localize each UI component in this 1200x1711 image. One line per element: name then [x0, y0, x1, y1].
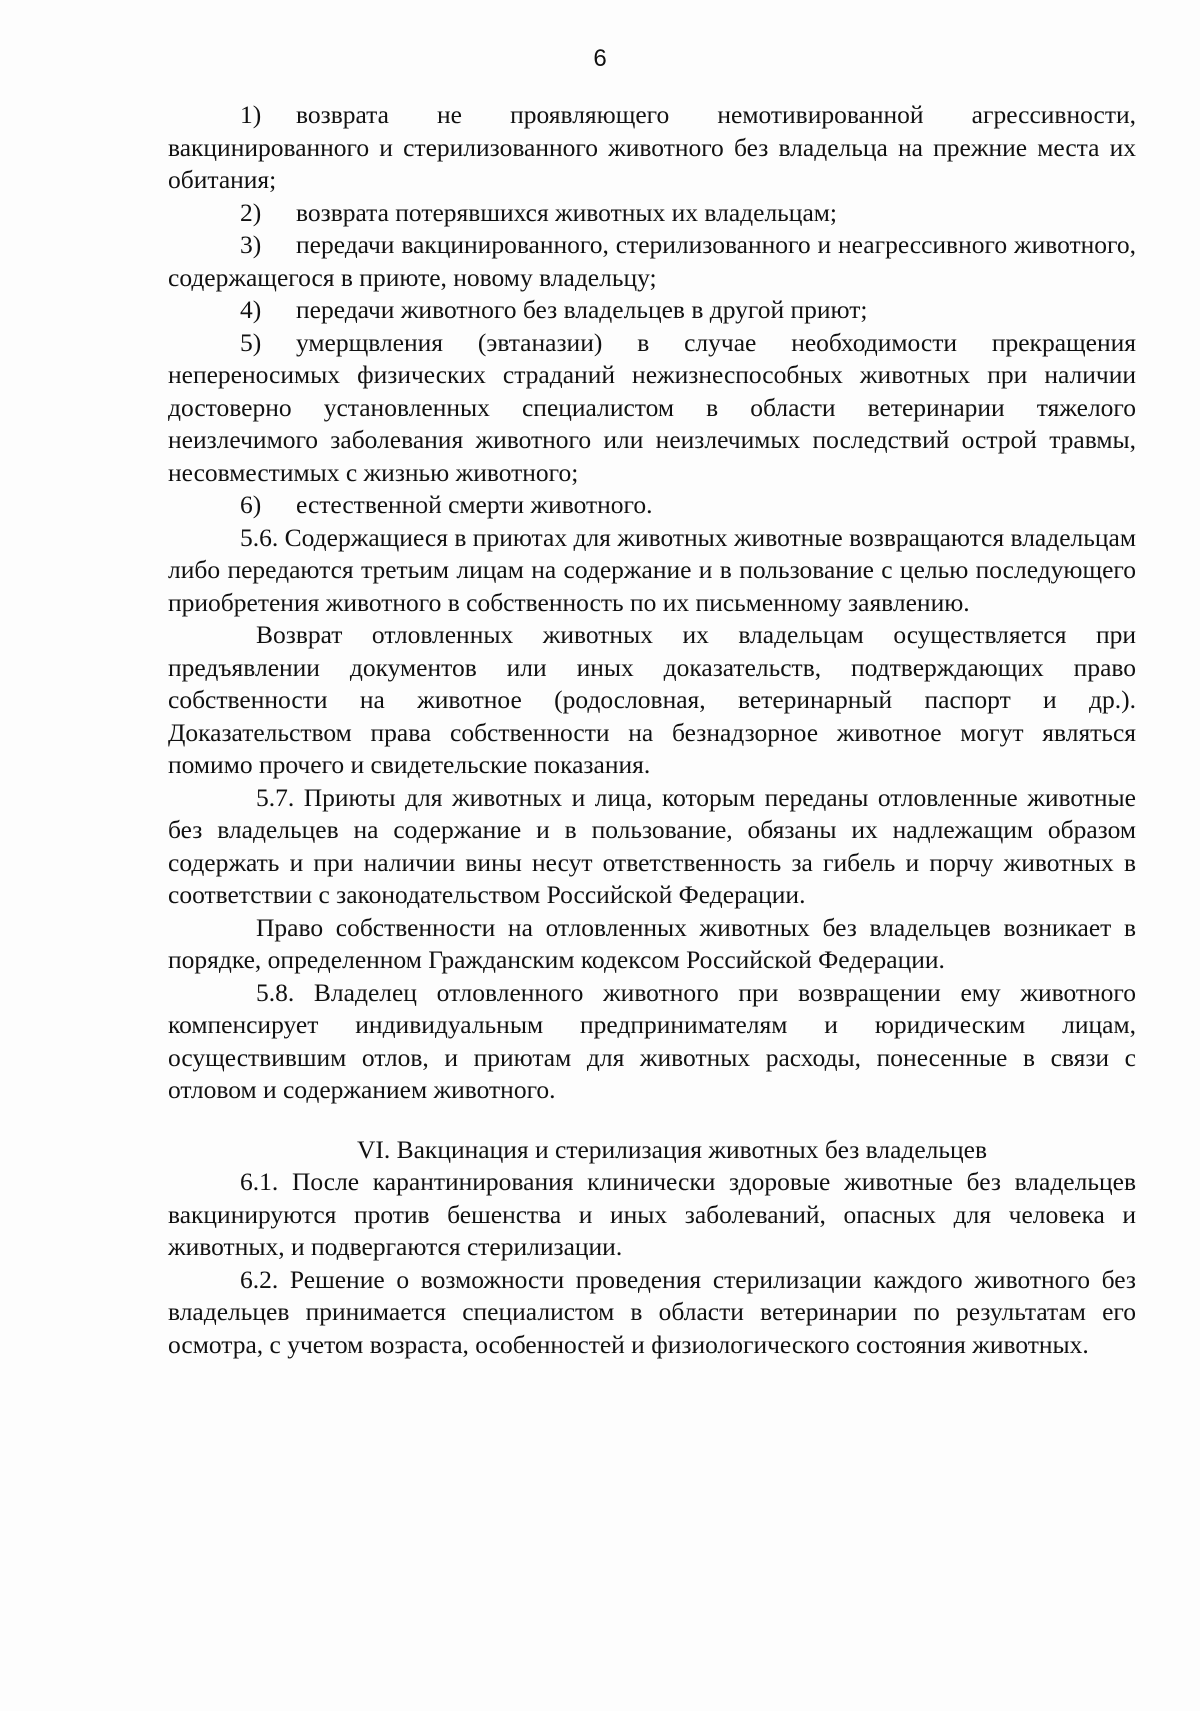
- list-item-text: естественной смерти животного.: [296, 490, 653, 519]
- list-item: [168, 229, 1136, 294]
- list-item: [168, 197, 1136, 230]
- section-heading: VI. Вакцинация и стерилизация животных без владельцев: [356, 1134, 988, 1164]
- list-item: [168, 99, 1136, 197]
- list-item-text: возврата потерявшихся животных их владельцам;: [296, 197, 837, 227]
- paragraph-6-2: 6.2. Решение о возможности проведения стерилизации каждого животного без владельцев принимается специалистом в области ветеринарии по результатам его осмотра, с учетом возраста, особенностей и физиологического состояния животных.: [168, 1264, 1136, 1359]
- paragraph-5-7-ownership: Право собственности на отловленных животных без владельцев возникает в порядке, определенном Гражданским кодексом Российской Федерации.: [168, 912, 1136, 974]
- list-item: [168, 327, 1136, 490]
- list-item-number: 4): [240, 295, 262, 324]
- document-body: [168, 99, 1136, 1361]
- list-item-number: 1): [240, 100, 262, 129]
- paragraph-5-6-return: Возврат отловленных животных их владельцам осуществляется при предъявлении документов или иных доказательств, подтверждающих право собственности на животное (родословная, ветеринарный паспорт и др.). Доказательством права собственности на безнадзорное животное могут являться помимо прочего и свидетельские показания.: [168, 620, 1136, 779]
- list-item-number: 6): [240, 490, 262, 519]
- list-item: [168, 294, 1136, 327]
- list-item-number: 5): [240, 327, 262, 357]
- list-item-number: 3): [240, 230, 262, 259]
- list-item: [168, 489, 1136, 522]
- paragraph-6-1: 6.1. После карантинирования клинически здоровые животные без владельцев вакцинируются против бешенства и иных заболеваний, опасных для человека и животных, и подвергаются стерилизации.: [168, 1167, 1136, 1261]
- list-item-text: умерщвления (эвтаназии) в случае необходимости прекращения непереносимых физических страданий нежизнеспособных животных при наличии достоверно установленных специалистом в области ветеринарии тяжелого неизлечимого заболевания животного или неизлечимых последствий острой травмы, несовместимых с жизнью животного;: [168, 327, 1136, 487]
- paragraph-5-8: 5.8. Владелец отловленного животного при возвращении ему животного компенсирует индивидуальным предпринимателям и юридическим лицам, осуществившим отлов, и приютам для животных расходы, понесенные в связи с отловом и содержанием животного.: [168, 977, 1136, 1104]
- list-item-number: 2): [240, 197, 262, 227]
- page-number: 6: [593, 45, 607, 72]
- section-spacer: [168, 1107, 1136, 1134]
- list-item-text: возврата не проявляющего немотивированной агрессивности, вакцинированного и стерилизованного животного без владельца на прежние места их обитания;: [168, 100, 1136, 194]
- list-item-text: передачи вакцинированного, стерилизованного и неагрессивного животного, содержащегося в приюте, новому владельцу;: [168, 230, 1136, 292]
- list-item-text: передачи животного без владельцев в другой приют;: [296, 295, 868, 324]
- paragraph-5-7: 5.7. Приюты для животных и лица, которым переданы отловленные животные без владельцев на содержание и в пользование, обязаны их надлежащим образом содержать и при наличии вины несут ответственность за гибель и порчу животных в соответствии с законодательством Российской Федерации.: [168, 782, 1136, 909]
- paragraph-5-6: 5.6. Содержащиеся в приютах для животных животные возвращаются владельцам либо передаются третьим лицам на содержание и в пользование с целью последующего приобретения животного в собственность по их письменному заявлению.: [168, 522, 1136, 617]
